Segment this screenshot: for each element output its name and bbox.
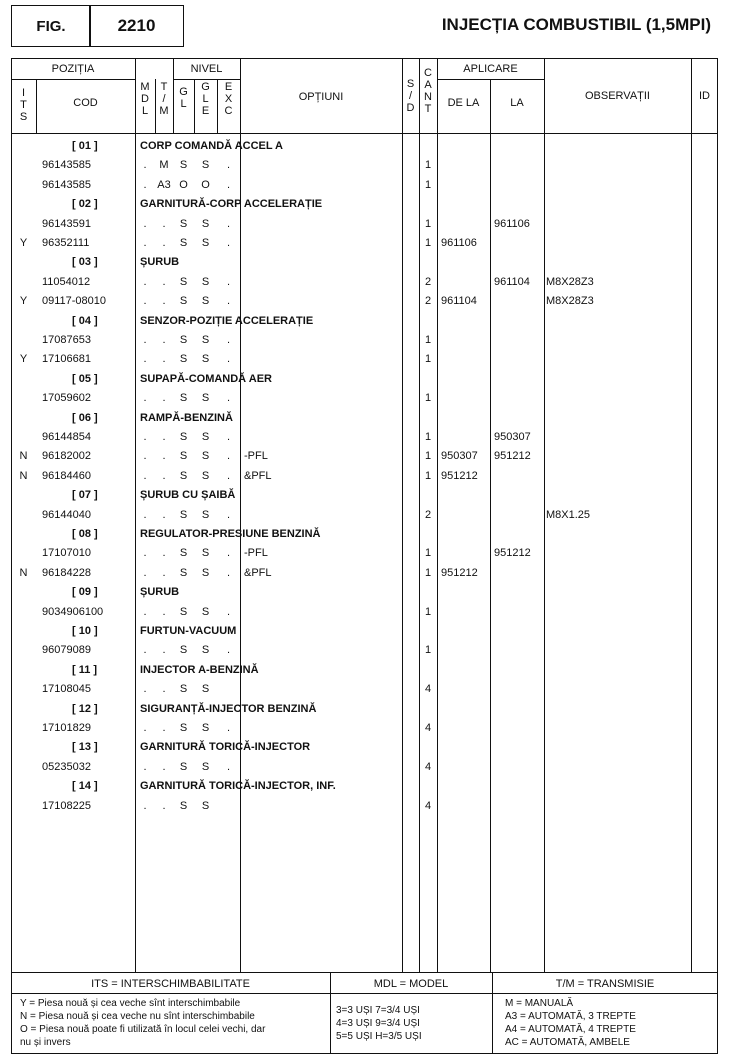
row-cant: 2 <box>424 295 432 308</box>
row-dela: 961106 <box>441 237 477 249</box>
row-tm: . <box>162 295 166 308</box>
fig-number: 2210 <box>117 16 156 35</box>
parts-table <box>11 58 718 1054</box>
header-mdl-char: D <box>141 93 149 105</box>
col-line <box>402 58 403 972</box>
row-cant: 1 <box>424 178 432 191</box>
header-cant-char: N <box>424 91 432 103</box>
row-exc: . <box>226 644 231 657</box>
row-cant: 1 <box>424 353 432 366</box>
row-optiuni: &PFL <box>244 469 272 482</box>
header-tm-char: / <box>162 93 166 105</box>
legend-tm-title: T/M = TRANSMISIE <box>555 978 655 990</box>
row-gle: S <box>201 275 210 288</box>
section-title: INJECTOR A-BENZINĂ <box>140 663 259 676</box>
row-tm: . <box>162 760 166 773</box>
row-tm: . <box>162 237 166 249</box>
row-gl: S <box>179 353 188 366</box>
row-gle: S <box>201 237 210 249</box>
row-cod: 96182002 <box>42 450 91 463</box>
footer-title-divider <box>11 993 718 994</box>
row-exc: . <box>226 469 231 482</box>
row-gl: S <box>179 334 188 346</box>
section-title: GARNITURĂ TORICĂ-INJECTOR <box>140 741 311 754</box>
row-cod: 9034906100 <box>42 605 104 618</box>
section-title: GARNITURĂ-CORP ACCELERAȚIE <box>140 198 323 211</box>
row-cant: 1 <box>424 431 432 443</box>
row-cod: 05235032 <box>42 760 91 773</box>
row-optiuni: -PFL <box>244 450 268 463</box>
row-cant: 1 <box>424 450 432 463</box>
row-gl: S <box>179 450 188 463</box>
header-sd-char: S <box>406 78 415 90</box>
header-exc-char: E <box>224 81 233 93</box>
row-la: 950307 <box>494 431 531 443</box>
row-cod: 96184228 <box>42 566 91 579</box>
row-mdl: . <box>143 469 147 482</box>
header-cant-char: C <box>424 67 432 79</box>
row-its: Y <box>19 237 28 249</box>
row-tm: A3 <box>157 178 171 191</box>
section-number: [ 08 ] <box>72 528 98 540</box>
row-gl: S <box>179 547 188 560</box>
row-cod: 17108045 <box>42 683 91 696</box>
header-sd-char: D <box>406 102 415 114</box>
header-aplicare: APLICARE <box>463 63 518 75</box>
col-line <box>240 58 241 972</box>
row-mdl: . <box>143 295 147 308</box>
nivel-underline <box>173 79 240 80</box>
row-cant: 2 <box>424 275 432 288</box>
header-sd-char: / <box>408 90 413 102</box>
row-cant: 4 <box>424 760 432 773</box>
row-tm: . <box>162 275 166 288</box>
header-gl-char: G <box>179 86 188 98</box>
row-cant: 1 <box>424 566 432 579</box>
row-exc: . <box>226 722 231 734</box>
row-its: Y <box>19 295 28 308</box>
header-exc-char: X <box>224 93 233 105</box>
row-cod: 96143591 <box>42 217 91 230</box>
row-mdl: . <box>143 217 147 230</box>
row-cant: 1 <box>424 547 432 560</box>
row-cod: 17108225 <box>42 799 91 812</box>
row-exc: . <box>226 508 231 521</box>
section-number: [ 13 ] <box>72 741 98 754</box>
header-cod: COD <box>73 97 98 109</box>
row-gl: S <box>179 469 188 482</box>
row-gl: S <box>179 644 188 657</box>
row-cod: 17101829 <box>42 722 91 734</box>
row-gle: S <box>201 353 210 366</box>
row-gle: S <box>201 450 210 463</box>
row-its: Y <box>19 353 28 366</box>
section-number: [ 01 ] <box>72 140 98 152</box>
row-mdl: . <box>143 334 147 346</box>
row-tm: . <box>162 605 166 618</box>
row-observatii: M8X28Z3 <box>546 275 594 288</box>
fig-label: FIG. <box>36 18 66 35</box>
row-exc: . <box>226 450 231 463</box>
legend-line: O = Piesa nouă poate fi utilizată în locul celei vechi, dar <box>20 1024 266 1035</box>
header-pozitia: POZIȚIA <box>51 63 95 75</box>
row-gle: S <box>201 431 210 443</box>
row-gl: S <box>179 799 188 812</box>
legend-line: 5=5 UȘI H=3/5 UȘI <box>336 1031 422 1042</box>
row-mdl: . <box>143 508 147 521</box>
header-its-char: I <box>21 87 26 99</box>
row-gle: S <box>201 760 210 773</box>
row-exc: . <box>226 547 231 560</box>
header-cant-char: A <box>424 79 432 91</box>
col-line <box>490 79 491 972</box>
row-gle: S <box>201 392 210 405</box>
row-la: 951212 <box>494 547 531 560</box>
row-mdl: . <box>143 450 147 463</box>
header-mdl-char: M <box>140 81 150 93</box>
row-mdl: . <box>143 353 147 366</box>
row-gle: S <box>201 722 210 734</box>
header-gle-char: E <box>201 105 210 117</box>
row-cant: 4 <box>424 722 432 734</box>
row-cod: 96143585 <box>42 159 91 172</box>
row-exc: . <box>226 295 231 308</box>
legend-line: Y = Piesa nouă și cea veche sînt interschimbabile <box>20 998 241 1009</box>
legend-line: 3=3 UȘI 7=3/4 UȘI <box>336 1005 420 1016</box>
header-la: LA <box>510 97 524 109</box>
legend-line: AC = AUTOMATĂ, AMBELE <box>505 1037 630 1048</box>
row-gle: S <box>201 605 210 618</box>
row-mdl: . <box>143 683 147 696</box>
row-mdl: . <box>143 237 147 249</box>
row-gle: S <box>201 547 210 560</box>
legend-mdl-title: MDL = MODEL <box>373 978 449 990</box>
row-mdl: . <box>143 605 147 618</box>
row-gle: O <box>201 178 210 191</box>
row-cod: 09117-08010 <box>42 295 107 308</box>
row-tm: . <box>162 334 166 346</box>
section-number: [ 05 ] <box>72 372 98 385</box>
row-gle: S <box>201 799 210 812</box>
row-dela: 950307 <box>441 450 478 463</box>
row-exc: . <box>226 392 231 405</box>
row-exc: . <box>226 431 231 443</box>
row-mdl: . <box>143 392 147 405</box>
section-number: [ 03 ] <box>72 256 98 269</box>
row-exc: . <box>226 605 231 618</box>
header-tm-char: T <box>160 81 168 93</box>
row-exc: . <box>226 353 231 366</box>
header-divider <box>11 133 718 134</box>
section-number: [ 04 ] <box>72 314 98 327</box>
row-la: 961104 <box>494 275 530 288</box>
row-tm: . <box>162 566 166 579</box>
pozitia-underline <box>11 79 135 80</box>
row-la: 951212 <box>494 450 531 463</box>
row-dela: 951212 <box>441 469 478 482</box>
section-title: GARNITURĂ TORICĂ-INJECTOR, INF. <box>140 780 336 793</box>
row-cod: 17106681 <box>42 353 91 366</box>
row-gl: S <box>179 431 188 443</box>
col-line <box>437 58 438 972</box>
row-mdl: . <box>143 722 147 734</box>
row-mdl: . <box>143 760 147 773</box>
header-optiuni: OPȚIUNI <box>298 91 344 103</box>
row-exc: . <box>226 760 231 773</box>
header-its-char: S <box>19 111 28 123</box>
row-gl: S <box>179 760 188 773</box>
row-mdl: . <box>143 566 147 579</box>
header-gl-char: L <box>180 98 187 110</box>
row-cant: 1 <box>424 237 432 249</box>
header-gle-char: L <box>202 93 209 105</box>
legend-line: nu și invers <box>20 1037 71 1048</box>
row-mdl: . <box>143 178 147 191</box>
row-tm: . <box>162 217 166 230</box>
row-tm: . <box>162 683 166 696</box>
row-exc: . <box>226 217 231 230</box>
legend-line: A3 = AUTOMATĂ, 3 TREPTE <box>505 1011 636 1022</box>
row-tm: . <box>162 392 166 405</box>
row-tm: . <box>162 508 166 521</box>
row-cant: 1 <box>424 334 432 346</box>
section-number: [ 07 ] <box>72 489 98 502</box>
row-gl: S <box>179 605 188 618</box>
section-number: [ 10 ] <box>72 625 98 637</box>
row-gl: S <box>179 392 188 405</box>
row-observatii: M8X1.25 <box>546 508 591 521</box>
row-dela: 961104 <box>441 295 477 308</box>
col-line <box>691 58 692 972</box>
row-cant: 1 <box>424 392 432 405</box>
section-title: ȘURUB <box>140 256 180 269</box>
row-cod: 17087653 <box>42 334 91 346</box>
row-mdl: . <box>143 275 147 288</box>
row-cant: 1 <box>424 159 432 172</box>
section-title: SENZOR-POZIȚIE ACCELERAȚIE <box>140 314 314 327</box>
row-observatii: M8X28Z3 <box>546 295 594 308</box>
row-gl: O <box>179 178 188 191</box>
legend-line: N = Piesa nouă și cea veche nu sînt interschimbabile <box>20 1011 255 1022</box>
row-exc: . <box>226 566 231 579</box>
section-number: [ 09 ] <box>72 586 98 599</box>
row-exc: . <box>226 178 231 191</box>
row-gle: S <box>201 469 210 482</box>
section-number: [ 02 ] <box>72 198 98 211</box>
row-la: 961106 <box>494 217 530 230</box>
row-cant: 1 <box>424 644 432 657</box>
row-exc: . <box>226 237 231 249</box>
row-cod: 96144854 <box>42 431 91 443</box>
row-its: N <box>19 450 28 463</box>
row-cod: 96144040 <box>42 508 91 521</box>
header-dela: DE LA <box>447 97 480 109</box>
section-number: [ 06 ] <box>72 411 98 424</box>
row-tm: M <box>159 159 169 172</box>
row-cod: 11054012 <box>42 275 91 288</box>
section-title: ȘURUB <box>140 586 180 599</box>
row-gle: S <box>201 566 210 579</box>
legend-line: 4=3 UȘI 9=3/4 UȘI <box>336 1018 420 1029</box>
header-cant-char: T <box>424 103 432 115</box>
row-gl: S <box>179 237 188 249</box>
section-title: FURTUN-VACUUM <box>140 625 237 637</box>
row-gl: S <box>179 159 188 172</box>
row-gl: S <box>179 508 188 521</box>
row-optiuni: &PFL <box>244 566 272 579</box>
row-gle: S <box>201 644 210 657</box>
section-title: SUPAPĂ-COMANDĂ AER <box>140 372 272 385</box>
row-cant: 1 <box>424 217 432 230</box>
row-exc: . <box>226 275 231 288</box>
row-gle: S <box>201 508 210 521</box>
legend-line: M = MANUALĂ <box>505 998 574 1009</box>
row-exc: . <box>226 159 231 172</box>
row-cant: 1 <box>424 469 432 482</box>
row-tm: . <box>162 722 166 734</box>
row-tm: . <box>162 353 166 366</box>
row-gle: S <box>201 295 210 308</box>
row-mdl: . <box>143 644 147 657</box>
row-dela: 951212 <box>441 566 478 579</box>
row-its: N <box>19 566 28 579</box>
row-mdl: . <box>143 547 147 560</box>
row-cant: 1 <box>424 605 432 618</box>
header-mdl-char: L <box>141 105 149 117</box>
row-cod: 96352111 <box>42 237 90 249</box>
section-title: SIGURANȚĂ-INJECTOR BENZINĂ <box>140 702 317 715</box>
row-tm: . <box>162 431 166 443</box>
row-gl: S <box>179 722 188 734</box>
header-observatii: OBSERVAȚII <box>584 90 650 102</box>
header-tm-char: M <box>159 105 169 117</box>
row-exc: . <box>226 334 231 346</box>
row-gl: S <box>179 275 188 288</box>
col-line <box>544 58 545 972</box>
row-gl: S <box>179 295 188 308</box>
row-gle: S <box>201 159 210 172</box>
header-exc-char: C <box>224 105 233 117</box>
legend-its-title: ITS = INTERSCHIMBABILITATE <box>91 978 250 990</box>
row-mdl: . <box>143 799 147 812</box>
row-mdl: . <box>143 431 147 443</box>
row-tm: . <box>162 450 166 463</box>
row-gle: S <box>201 334 210 346</box>
row-its: N <box>19 469 28 482</box>
row-cod: 96143585 <box>42 178 91 191</box>
row-cant: 4 <box>424 683 432 696</box>
row-tm: . <box>162 469 166 482</box>
row-gle: S <box>201 683 210 696</box>
section-title: RAMPĂ-BENZINĂ <box>140 411 233 424</box>
row-tm: . <box>162 799 166 812</box>
row-gl: S <box>179 217 188 230</box>
row-optiuni: -PFL <box>244 547 268 560</box>
row-tm: . <box>162 547 166 560</box>
section-number: [ 11 ] <box>72 663 98 676</box>
footer-divider <box>11 972 718 973</box>
row-cod: 96079089 <box>42 644 91 657</box>
row-tm: . <box>162 644 166 657</box>
row-gl: S <box>179 683 188 696</box>
section-title: ȘURUB CU ȘAIBĂ <box>140 489 236 502</box>
header-id: ID <box>699 90 710 102</box>
row-cod: 96184460 <box>42 469 91 482</box>
header-nivel: NIVEL <box>190 63 223 75</box>
section-title: CORP COMANDĂ ACCEL A <box>140 140 284 152</box>
section-number: [ 12 ] <box>72 702 98 715</box>
row-gl: S <box>179 566 188 579</box>
row-gle: S <box>201 217 210 230</box>
row-cant: 4 <box>424 799 432 812</box>
row-mdl: . <box>143 159 147 172</box>
section-title: REGULATOR-PRESIUNE BENZINĂ <box>140 528 321 540</box>
page-title: INJECȚIA COMBUSTIBIL (1,5MPI) <box>441 15 711 34</box>
header-its-char: T <box>20 99 27 111</box>
header-gle-char: G <box>201 81 210 93</box>
legend-line: A4 = AUTOMATĂ, 4 TREPTE <box>505 1024 636 1035</box>
row-cod: 17107010 <box>42 547 91 560</box>
row-cant: 2 <box>424 508 432 521</box>
section-number: [ 14 ] <box>72 780 98 793</box>
row-cod: 17059602 <box>42 392 91 405</box>
